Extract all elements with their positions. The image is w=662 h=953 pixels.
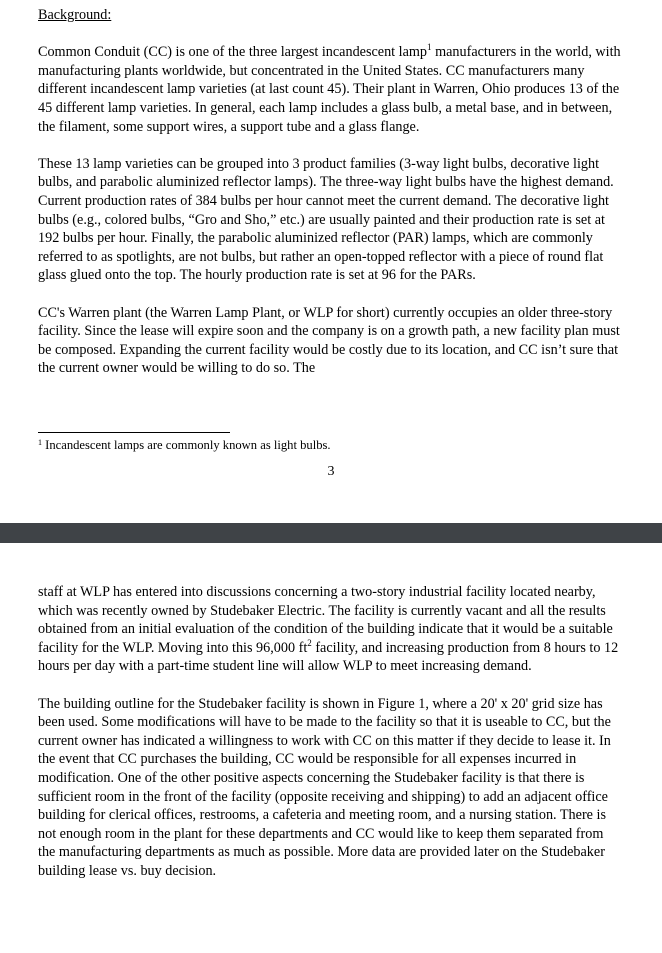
paragraph-text: manufacturers in the world, with manufacturing plants worldwide, but concentrated in the United States. CC manufacturers many different incandescent lamp varieties (at last count 45). Their plant in Warren, Ohio produces 13 of the 45 different lamp varieties. In general, each lamp includes a glass bulb, a metal base, and in between, the filament, some support wires, a support tube and a glass flange. <box>38 44 621 135</box>
paragraph-studebaker-facility <box>38 583 622 676</box>
page-3-body <box>38 6 622 396</box>
footnote-number: 1 <box>38 438 42 447</box>
footnote <box>38 437 622 453</box>
footnote-marker: 1 <box>427 42 432 53</box>
paragraph-text: facility, and increasing production from 8 hours to 12 hours per day with a part-time student line will allow WLP to meet increasing demand. <box>38 639 619 675</box>
paragraph-text: staff at WLP has entered into discussions concerning a two-story industrial facility located nearby, which was recently owned by Studebaker Electric. The facility is currently vacant and all the results obtained from an initial evaluation of the condition of the building indicate that it would be a suitable facility for the WLP. Moving into this 96,000 ft <box>38 584 613 656</box>
footnote-text: Incandescent lamps are commonly known as light bulbs. <box>42 438 331 452</box>
page-separator <box>0 523 662 543</box>
paragraph-product-families: These 13 lamp varieties can be grouped into 3 product families (3-way light bulbs, decorative light bulbs, and parabolic aluminized reflector lamps). The three-way light bulbs have the highest demand. Current production rates of 384 bulbs per hour cannot meet the current demand. The decorative light bulbs (e.g., colored bulbs, “Gro and Sho,” etc.) are usually painted and their production rate is set at 192 bulbs per hour. Finally, the parabolic aluminized reflector (PAR) lamps, which are commonly referred to as spotlights, are not bulbs, but rather an open-topped reflector with a piece of round flat glass glued onto the top. The hourly production rate is set at 96 for the PARs. <box>38 155 614 284</box>
document-page-4 <box>0 543 662 953</box>
paragraph-building-outline: The building outline for the Studebaker facility is shown in Figure 1, where a 20' x 20' grid size has been used. Some modifications will have to be made to the facility so that it is useable to CC, but the current owner has indicated a willingness to work with CC on this matter if they decide to lease it. In the event that CC purchases the building, CC would be responsible for all expenses incurred in modification. One of the other positive aspects concerning the Studebaker facility is that there is sufficient room in the front of the facility (opposite receiving and shipping) to add an adjacent office building for clerical offices, restrooms, a cafeteria and meeting room, and a nursing station. There is not enough room in the plant for these departments and CC would like to keep them separated from the manufacturing departments as much as possible. More data are provided later on the Studebaker building lease vs. buy decision. <box>38 695 611 879</box>
page-number: 3 <box>327 464 335 479</box>
paragraph-text: Common Conduit (CC) is one of the three largest incandescent lamp <box>38 44 428 61</box>
page-4-body <box>38 583 622 899</box>
paragraph-company-overview <box>38 43 622 136</box>
paragraph-warren-plant: CC's Warren plant (the Warren Lamp Plant, or WLP for short) currently occupies an older three-story facility. Since the lease will expire soon and the company is on a growth path, a new facility plan must be composed. Expanding the current facility would be costly due to its location, and CC isn’t sure that the current owner would be willing to do so. The <box>38 304 620 377</box>
section-heading-background: Background: <box>38 7 112 23</box>
footnote-divider <box>38 432 230 433</box>
superscript-squared: 2 <box>307 637 312 648</box>
